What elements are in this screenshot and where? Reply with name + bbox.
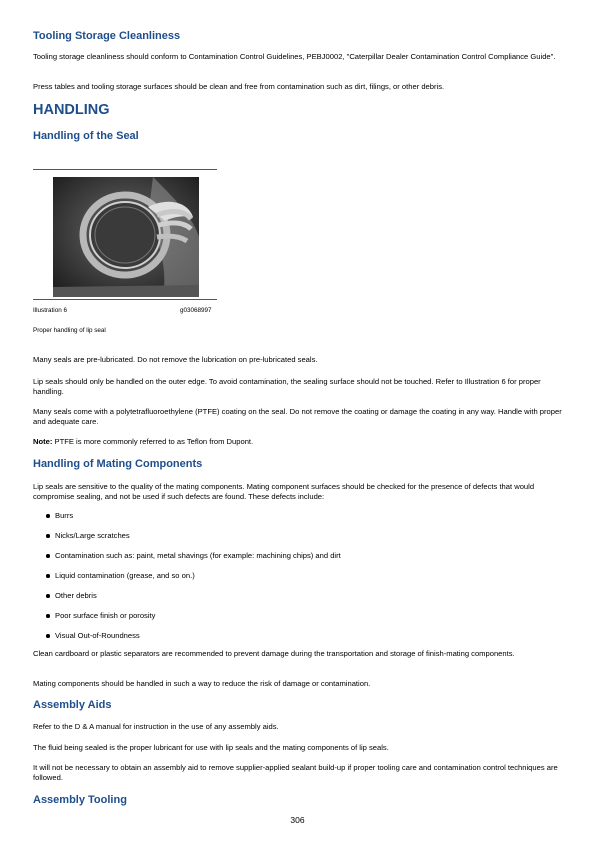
note-text: PTFE is more commonly referred to as Teflon from Dupont. <box>52 437 254 446</box>
defects-list <box>33 511 553 651</box>
heading-handling: HANDLING <box>33 102 110 118</box>
list-item: Poor surface finish or porosity <box>33 611 553 631</box>
paragraph: Many seals are pre-lubricated. Do not remove the lubrication on pre-lubricated seals. <box>33 355 318 364</box>
note-paragraph <box>33 437 563 447</box>
paragraph: Mating components should be handled in such a way to reduce the risk of damage or contamination. <box>33 679 371 688</box>
bullet-icon <box>46 574 50 578</box>
figure-code: g03068997 <box>180 307 212 314</box>
paragraph: Lip seals are sensitive to the quality of the mating components. Mating component surfaces should be checked for the presence of defects that would compromise sealing, and not be used if such defects are found. These defects include: <box>33 482 535 501</box>
figure-bottom-rule <box>33 299 217 300</box>
heading-handling-of-mating-components: Handling of Mating Components <box>33 458 203 470</box>
heading-handling-of-the-seal: Handling of the Seal <box>33 130 139 142</box>
bullet-icon <box>46 554 50 558</box>
heading-assembly-aids: Assembly Aids <box>33 699 112 711</box>
list-item: Contamination such as: paint, metal shavings (for example: machining chips) and dirt <box>33 551 553 571</box>
lip-seal-image <box>53 177 199 297</box>
paragraph: Clean cardboard or plastic separators are recommended to prevent damage during the transportation and storage of finish-mating components. <box>33 649 515 658</box>
bullet-icon <box>46 594 50 598</box>
list-item: Burrs <box>33 511 553 531</box>
list-item: Other debris <box>33 591 553 611</box>
paragraph: Tooling storage cleanliness should conform to Contamination Control Guidelines, PEBJ0002, "Caterpillar Dealer Contamination Control Compliance Guide". <box>33 52 556 61</box>
figure-caption: Proper handling of lip seal <box>33 327 106 334</box>
note-label: Note: <box>33 437 53 446</box>
paragraph: The fluid being sealed is the proper lubricant for use with lip seals and the mating components of lip seals. <box>33 743 389 752</box>
bullet-icon <box>46 514 50 518</box>
list-item: Nicks/Large scratches <box>33 531 553 551</box>
illustration-figure <box>33 169 217 334</box>
figure-top-rule <box>33 169 217 170</box>
bullet-icon <box>46 634 50 638</box>
page-number: 306 <box>290 815 305 825</box>
list-item: Liquid contamination (grease, and so on.) <box>33 571 553 591</box>
paragraph: Lip seals should only be handled on the outer edge. To avoid contamination, the sealing surface should not be touched. Refer to Illustration 6 for proper handling. <box>33 377 541 396</box>
bullet-icon <box>46 614 50 618</box>
bullet-icon <box>46 534 50 538</box>
paragraph: Refer to the D & A manual for instruction in the use of any assembly aids. <box>33 722 279 731</box>
heading-tooling-storage-cleanliness: Tooling Storage Cleanliness <box>33 30 181 42</box>
list-item: Visual Out-of-Roundness <box>33 631 553 651</box>
paragraph: Many seals come with a polytetrafluoroethylene (PTFE) coating on the seal. Do not remove the coating or damage the coating in any way. Handle with proper and adequate care. <box>33 407 562 426</box>
heading-assembly-tooling: Assembly Tooling <box>33 794 127 806</box>
paragraph: Press tables and tooling storage surfaces should be clean and free from contamination such as dirt, filings, or other debris. <box>33 82 445 91</box>
seal-photo <box>53 177 199 297</box>
paragraph: It will not be necessary to obtain an assembly aid to remove supplier-applied sealant build-up if proper tooling care and contamination control techniques are followed. <box>33 763 558 782</box>
figure-label: Illustration 6 <box>33 307 67 314</box>
